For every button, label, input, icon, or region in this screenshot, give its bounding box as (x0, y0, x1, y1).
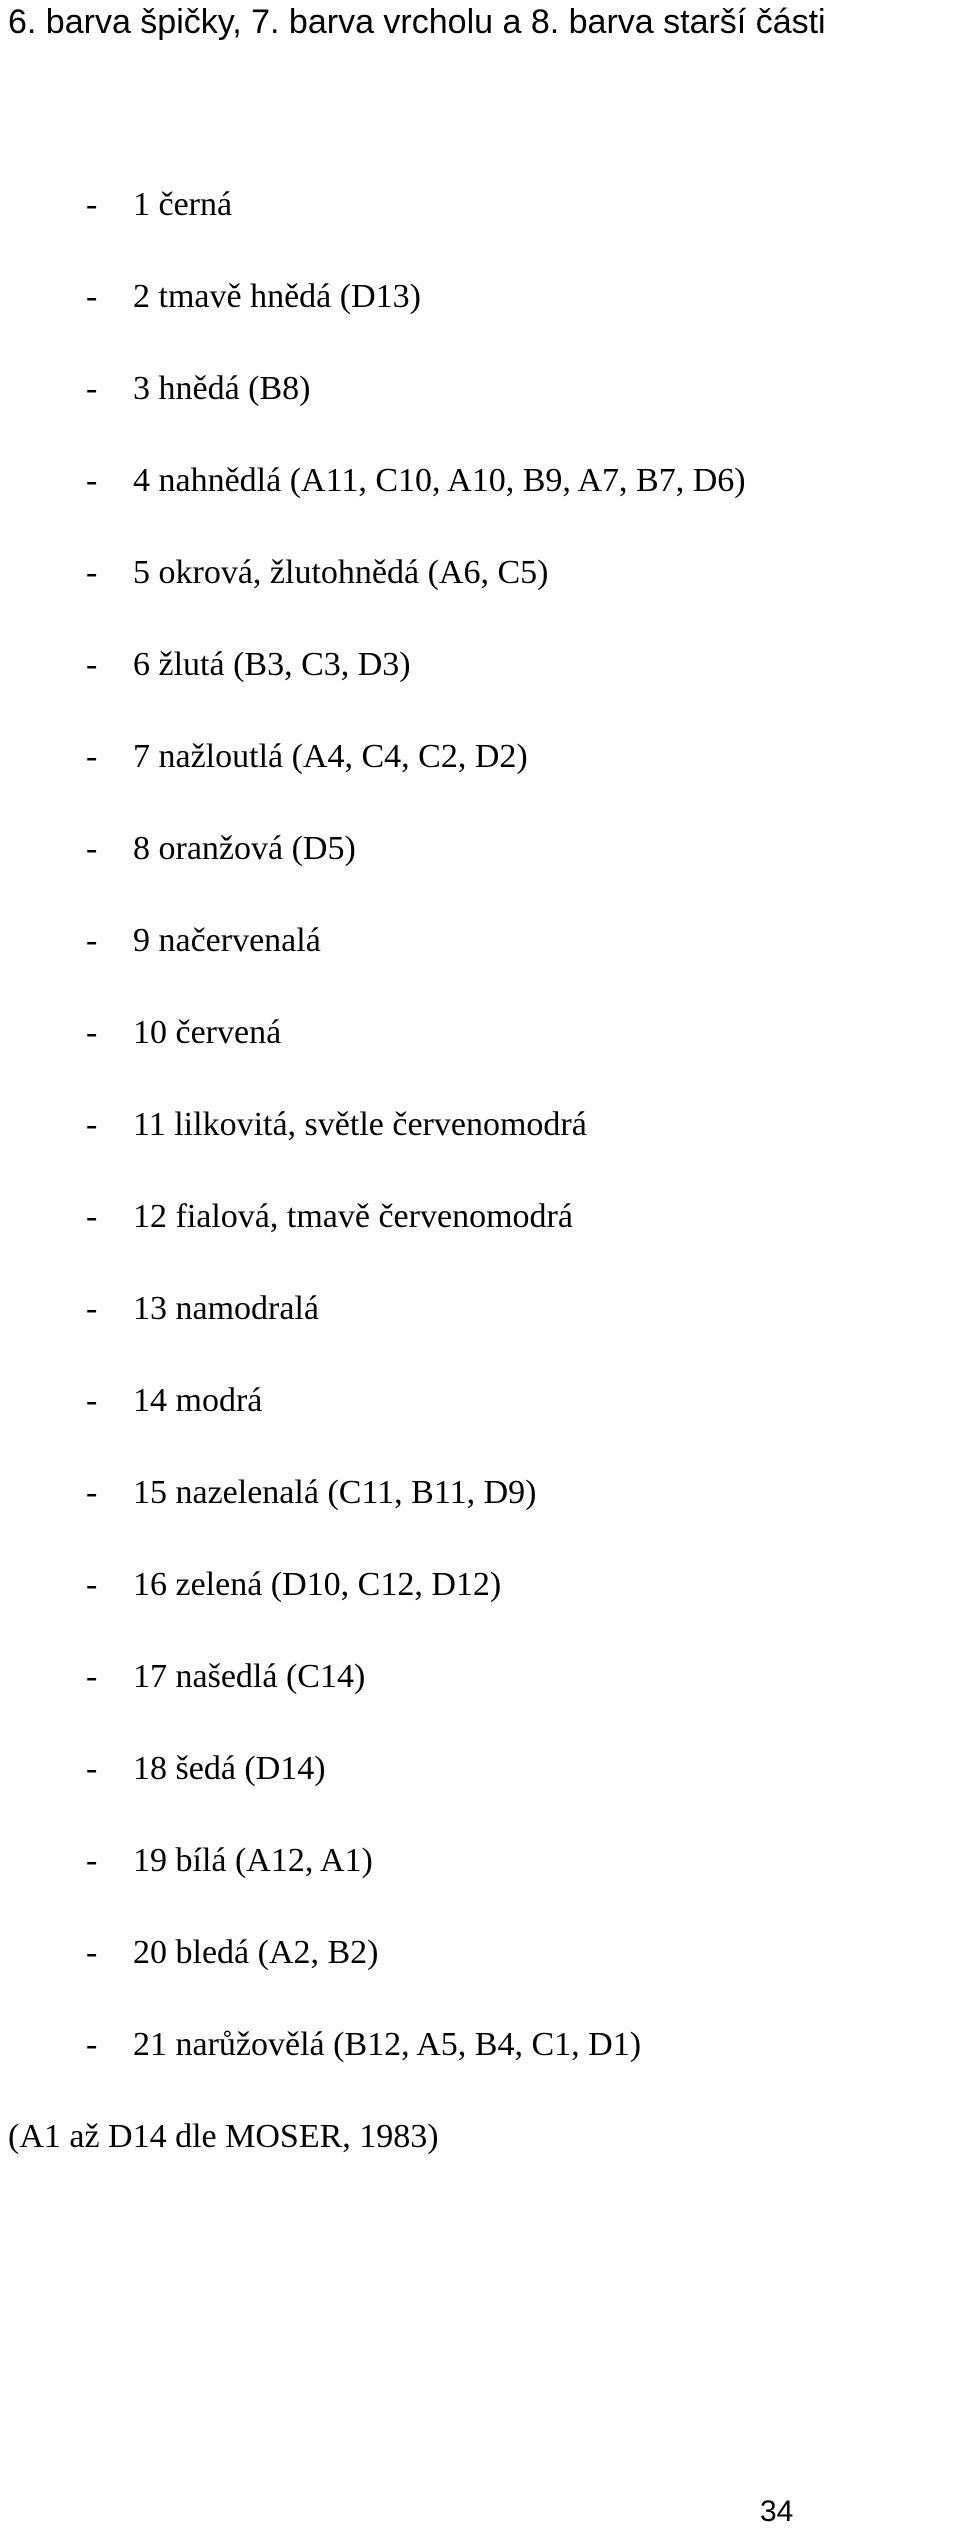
list-item-text: 21 narůžovělá (B12, A5, B4, C1, D1) (133, 2026, 642, 2063)
list-dash: - (86, 1750, 98, 1787)
list-item-text: 19 bílá (A12, A1) (133, 1842, 373, 1879)
list-dash: - (86, 738, 98, 775)
list-item-text: 18 šedá (D14) (133, 1750, 326, 1787)
list-dash: - (86, 186, 98, 223)
list-dash: - (86, 646, 98, 683)
list-dash: - (86, 1198, 98, 1235)
list-item-text: 4 nahnědlá (A11, C10, A10, B9, A7, B7, D6) (133, 462, 746, 499)
list-dash: - (86, 1842, 98, 1879)
list-dash: - (86, 830, 98, 867)
list-item-text: 15 nazelenalá (C11, B11, D9) (133, 1474, 537, 1511)
list-item-text: 13 namodralá (133, 1290, 319, 1327)
list-dash: - (86, 1290, 98, 1327)
list-item-text: 16 zelená (D10, C12, D12) (133, 1566, 502, 1603)
list-dash: - (86, 2026, 98, 2063)
list-item-text: 17 našedlá (C14) (133, 1658, 366, 1695)
list-item-text: 6 žlutá (B3, C3, D3) (133, 646, 411, 683)
list-dash: - (86, 1658, 98, 1695)
list-dash: - (86, 1566, 98, 1603)
list-dash: - (86, 462, 98, 499)
source-note: (A1 až D14 dle MOSER, 1983) (8, 2118, 439, 2155)
list-item-text: 5 okrová, žlutohnědá (A6, C5) (133, 554, 549, 591)
page-number: 34 (760, 2495, 794, 2528)
list-item-text: 7 nažloutlá (A4, C4, C2, D2) (133, 738, 528, 775)
list-item-text: 1 černá (133, 186, 233, 223)
list-item-text: 8 oranžová (D5) (133, 830, 356, 867)
list-item-text: 20 bledá (A2, B2) (133, 1934, 379, 1971)
list-dash: - (86, 370, 98, 407)
list-item-text: 2 tmavě hnědá (D13) (133, 278, 421, 315)
list-item-text: 9 načervenalá (133, 922, 321, 959)
list-dash: - (86, 922, 98, 959)
list-dash: - (86, 1934, 98, 1971)
list-item-text: 3 hnědá (B8) (133, 370, 311, 407)
list-dash: - (86, 1106, 98, 1143)
list-dash: - (86, 1014, 98, 1051)
list-dash: - (86, 1474, 98, 1511)
list-dash: - (86, 554, 98, 591)
list-dash: - (86, 278, 98, 315)
section-heading: 6. barva špičky, 7. barva vrcholu a 8. barva starší části (8, 3, 826, 41)
list-item-text: 11 lilkovitá, světle červenomodrá (133, 1106, 587, 1143)
list-item-text: 12 fialová, tmavě červenomodrá (133, 1198, 573, 1235)
list-dash: - (86, 1382, 98, 1419)
list-item-text: 10 červená (133, 1014, 282, 1051)
list-item-text: 14 modrá (133, 1382, 263, 1419)
